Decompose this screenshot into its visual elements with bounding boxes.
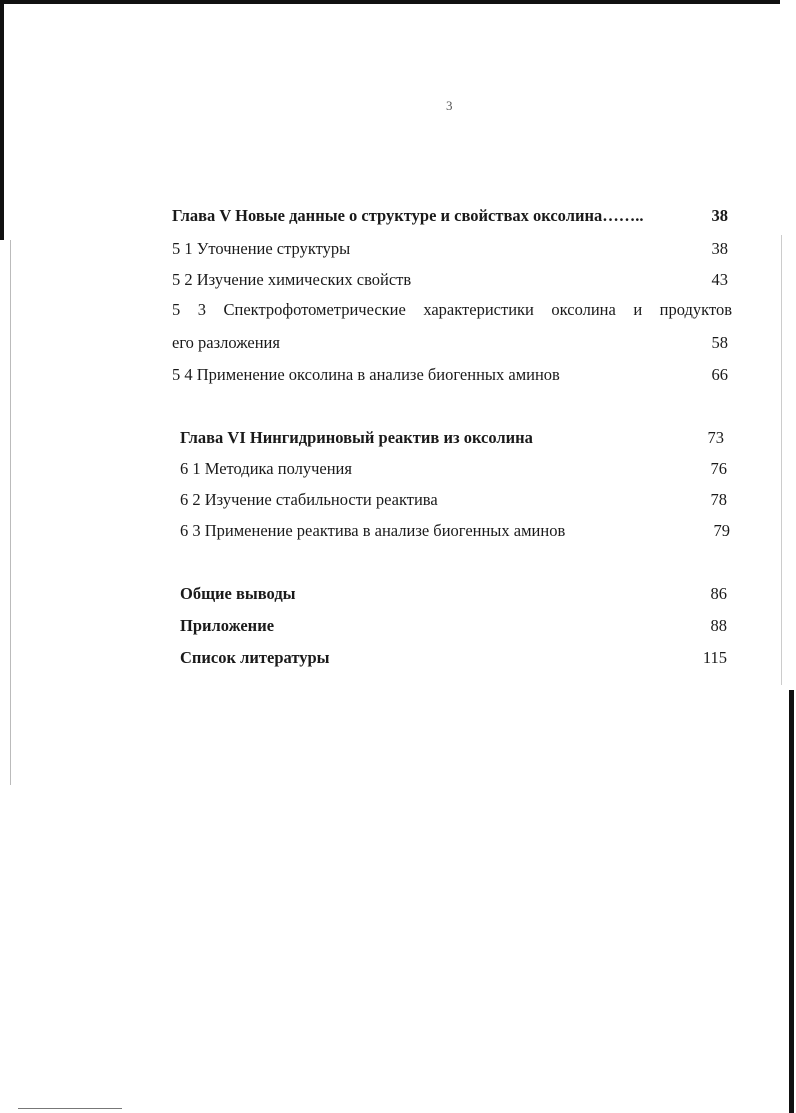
chapter-5-heading (172, 206, 728, 226)
chapter-5-title: Глава V Новые данные о структуре и свойствах оксолина…….. (172, 206, 644, 225)
toc-conclusions (180, 584, 727, 604)
toc-entry-label: его разложения (172, 333, 280, 352)
toc-entry-6-2 (180, 490, 727, 510)
page-number: 3 (446, 98, 453, 113)
toc-entry-page: 79 (713, 521, 730, 540)
toc-entry-label: 6 2 Изучение стабильности реактива (180, 490, 438, 509)
chapter-5-page: 38 (711, 206, 728, 225)
toc-appendix (180, 616, 727, 636)
toc-entry-page: 66 (711, 365, 728, 384)
toc-entry-5-2 (172, 270, 728, 290)
chapter-6-title: Глава VI Нингидриновый реактив из оксолина (180, 428, 533, 447)
toc-entry-page: 88 (710, 616, 727, 635)
toc-entry-5-4 (172, 365, 728, 385)
toc-entry-page: 43 (711, 270, 728, 289)
toc-entry-label: Общие выводы (180, 584, 296, 603)
toc-entry-label: 6 3 Применение реактива в анализе биогенных аминов (180, 521, 566, 540)
toc-entry-label: 5 1 Уточнение структуры (172, 239, 351, 258)
toc-entry-label: 5 4 Применение оксолина в анализе биогенных аминов (172, 365, 560, 384)
toc-entry-label: Приложение (180, 616, 275, 635)
toc-entry-page: 38 (711, 239, 728, 258)
toc-references (180, 648, 727, 668)
toc-entry-5-3-line2 (172, 333, 728, 353)
toc-entry-page: 78 (710, 490, 727, 509)
toc-entry-6-3 (180, 521, 730, 541)
toc-entry-page: 76 (710, 459, 727, 478)
toc-entry-page: 115 (702, 648, 727, 667)
toc-entry-label: Список литературы (180, 648, 330, 667)
chapter-6-page: 73 (707, 428, 724, 447)
chapter-6-heading (180, 428, 724, 448)
toc-entry-5-3-line1: 5 3 Спектрофотометрические характеристики оксолина и продуктов (172, 300, 732, 319)
toc-entry-5-1 (172, 239, 728, 259)
toc-entry-page: 86 (710, 584, 727, 603)
toc-entry-page: 58 (711, 333, 728, 352)
toc-entry-6-1 (180, 459, 727, 479)
toc-entry-label: 5 2 Изучение химических свойств (172, 270, 412, 289)
toc-entry-label: 6 1 Методика получения (180, 459, 352, 478)
